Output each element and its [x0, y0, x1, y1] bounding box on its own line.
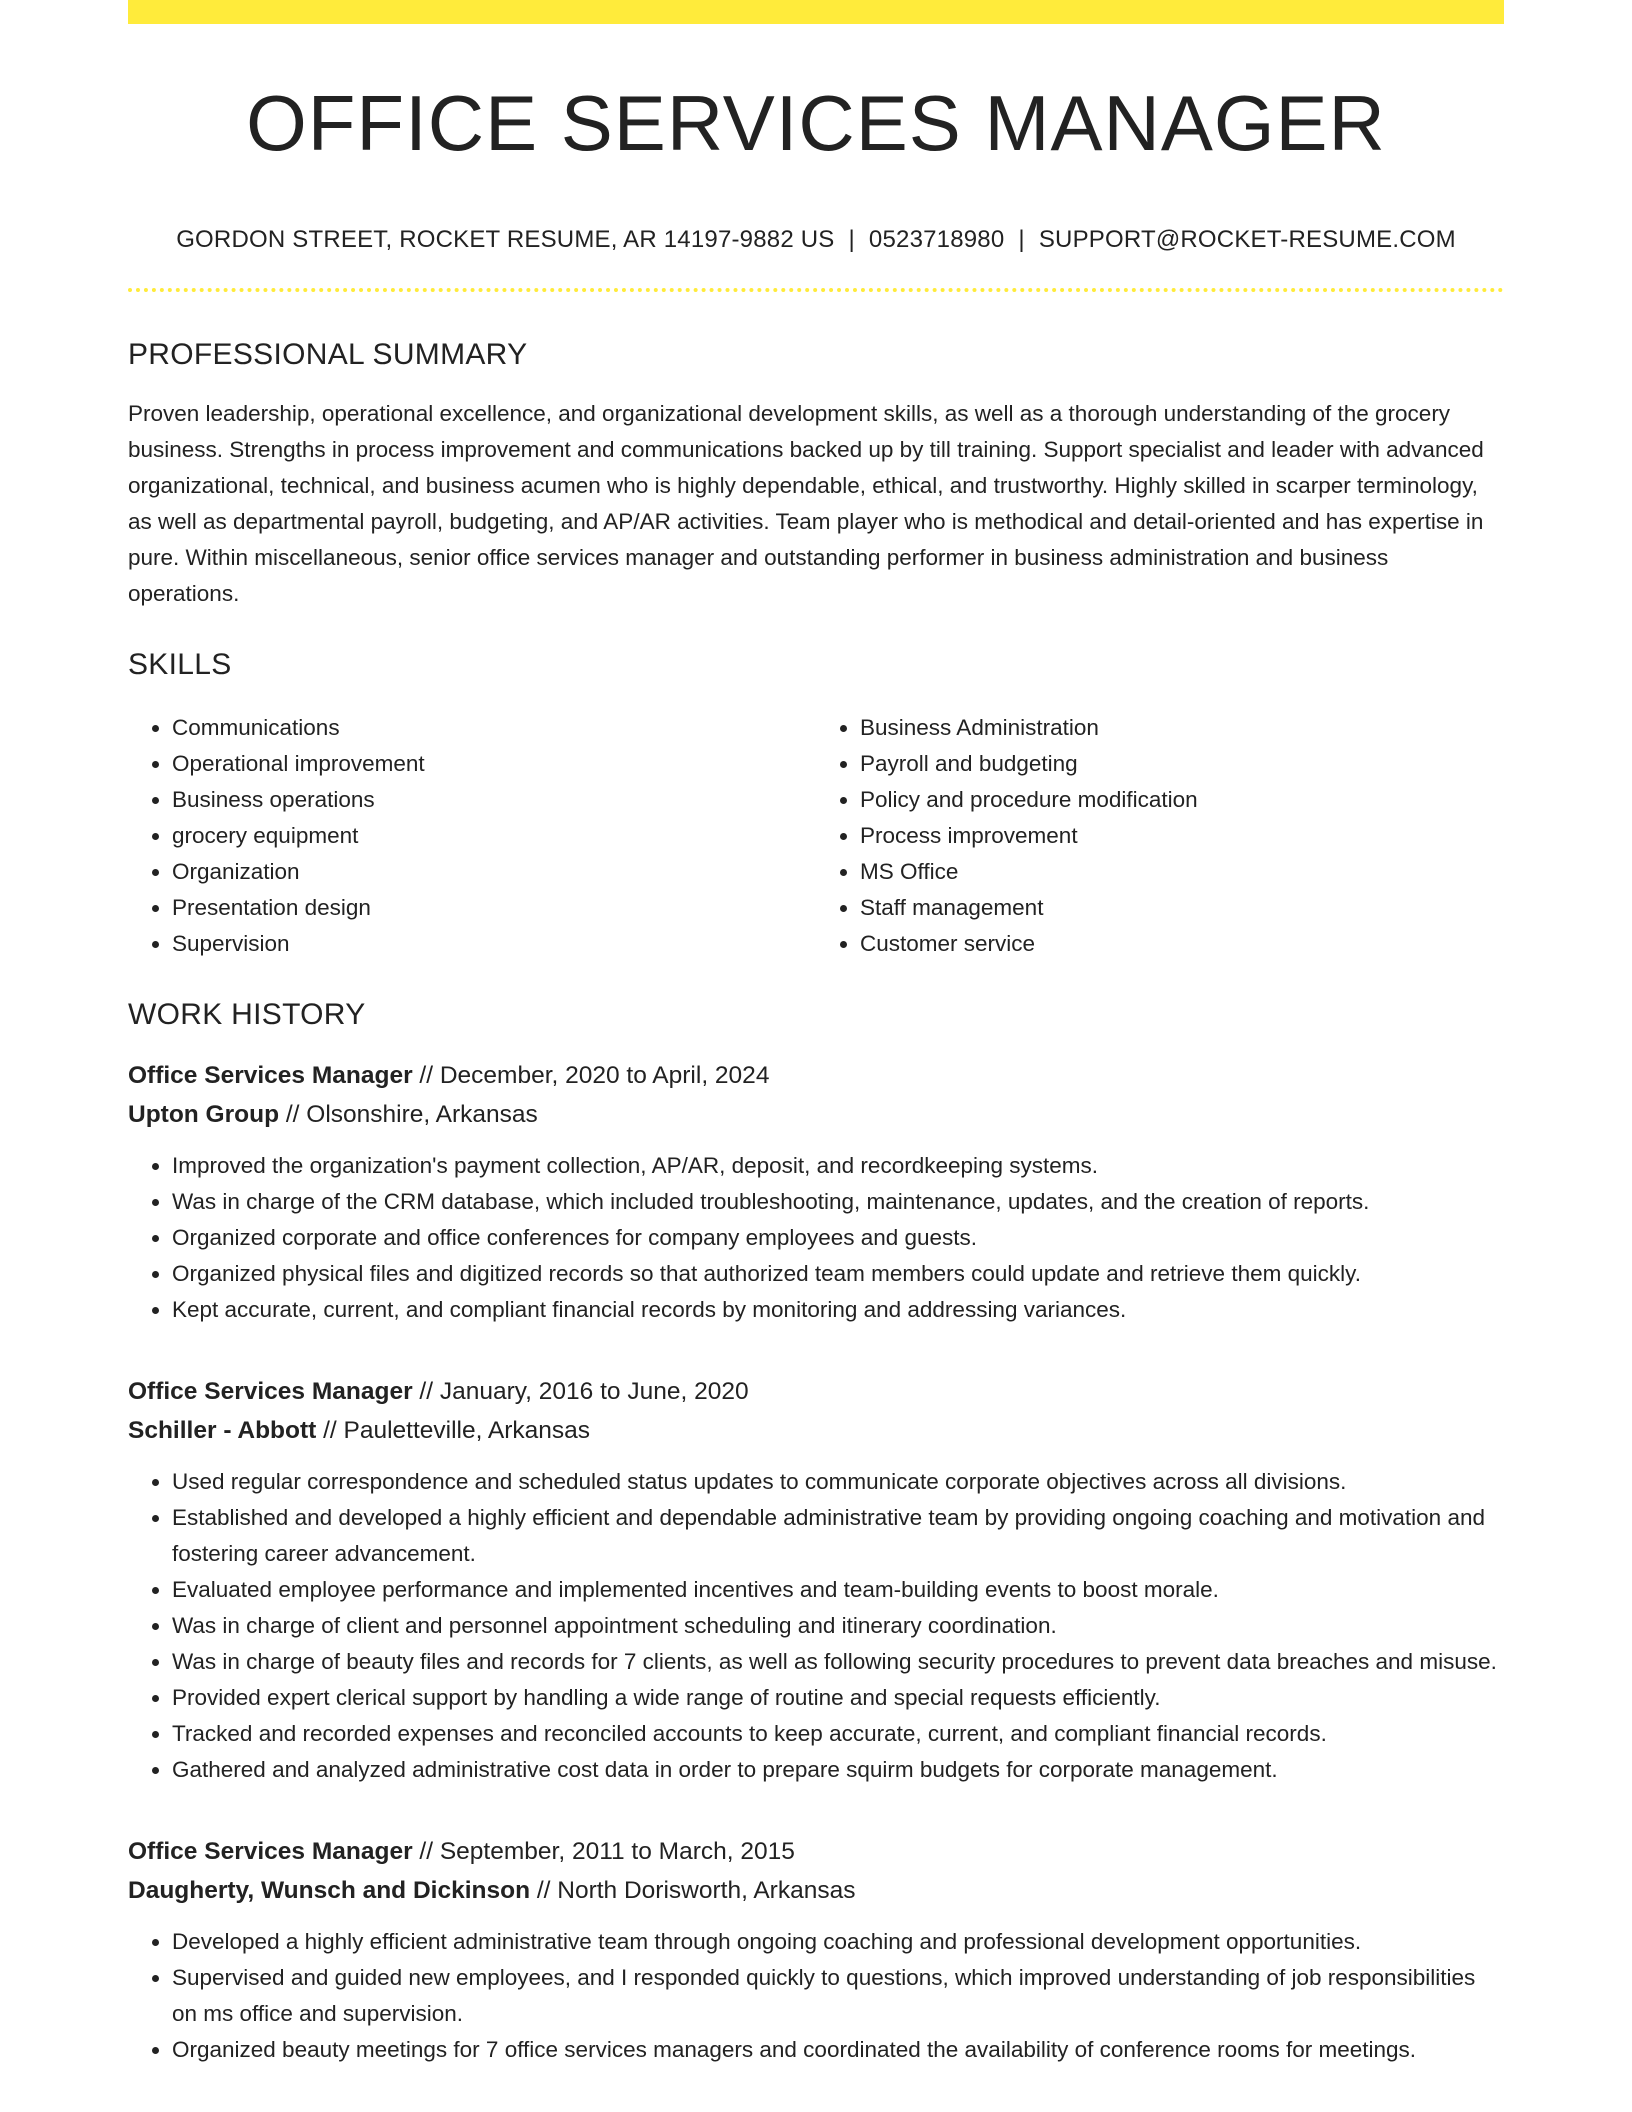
- job-location: // North Dorisworth, Arkansas: [530, 1877, 856, 1904]
- skill-item: • Presentation design: [172, 890, 816, 926]
- job-role: Office Services Manager: [128, 1062, 413, 1089]
- skill-item: • Communications: [172, 710, 816, 746]
- job-role-line: [128, 1372, 1504, 1411]
- contact-separator: |: [1018, 226, 1025, 253]
- skill-item: • Staff management: [860, 890, 1504, 926]
- job-bullet: • Organized beauty meetings for 7 office services managers and coordinated the availability of conference rooms for meetings.: [172, 2032, 1504, 2068]
- job-bullet: • Organized corporate and office conferences for company employees and guests.: [172, 1220, 1504, 1256]
- job-entry: [128, 1056, 1504, 1328]
- job-bullets: [128, 1148, 1504, 1328]
- top-accent-bar: [128, 0, 1504, 24]
- job-bullet: • Was in charge of the CRM database, which included troubleshooting, maintenance, updates, and the creation of reports.: [172, 1184, 1504, 1220]
- summary-text: Proven leadership, operational excellence, and organizational development skills, as well as a thorough understanding of the grocery business. Strengths in process improvement and communications backed up by till training. Support specialist and leader with advanced organizational, technical, and business acumen who is highly dependable, ethical, and trustworthy. Highly skilled in scarper terminology, as well as departmental payroll, budgeting, and AP/AR activities. Team player who is methodical and detail-oriented and has expertise in pure. Within miscellaneous, senior office services manager and outstanding performer in business administration and business operations.: [128, 401, 1484, 606]
- job-entry: [128, 1372, 1504, 1788]
- skill-item: • Supervision: [172, 926, 816, 962]
- job-bullet: • Used regular correspondence and scheduled status updates to communicate corporate objectives across all divisions.: [172, 1464, 1504, 1500]
- job-bullet: • Tracked and recorded expenses and reconciled accounts to keep accurate, current, and compliant financial records.: [172, 1716, 1504, 1752]
- skills-right-column: [816, 710, 1504, 962]
- dotted-divider: [128, 288, 1504, 292]
- job-company-line: [128, 1095, 1504, 1134]
- skill-item: • MS Office: [860, 854, 1504, 890]
- skill-item: • Process improvement: [860, 818, 1504, 854]
- contact-phone: 0523718980: [868, 226, 1005, 253]
- skill-item: • Operational improvement: [172, 746, 816, 782]
- skill-item: • Policy and procedure modification: [860, 782, 1504, 818]
- job-company-line: [128, 1871, 1504, 1910]
- summary-heading: PROFESSIONAL SUMMARY: [128, 338, 528, 371]
- skill-item: • Business operations: [172, 782, 816, 818]
- job-bullet: • Supervised and guided new employees, and I responded quickly to questions, which improved understanding of job responsibilities on ms office and supervision.: [172, 1960, 1504, 2032]
- job-bullet: • Gathered and analyzed administrative cost data in order to prepare squirm budgets for corporate management.: [172, 1752, 1504, 1788]
- job-bullets: [128, 1464, 1504, 1788]
- skill-item: • Customer service: [860, 926, 1504, 962]
- skills-columns: [128, 710, 1504, 962]
- contact-line: [128, 228, 1504, 252]
- work-history-heading: WORK HISTORY: [128, 998, 366, 1031]
- job-dates: // January, 2016 to June, 2020: [412, 1378, 749, 1405]
- job-bullet: • Was in charge of client and personnel appointment scheduling and itinerary coordination.: [172, 1608, 1504, 1644]
- job-company: Schiller - Abbott: [128, 1417, 317, 1444]
- job-bullets: [128, 1924, 1504, 2068]
- job-bullet: • Developed a highly efficient administrative team through ongoing coaching and professional development opportunities.: [172, 1924, 1504, 1960]
- job-location: // Olsonshire, Arkansas: [279, 1101, 538, 1128]
- resume-page: [128, 0, 1504, 2068]
- job-bullet: • Kept accurate, current, and compliant financial records by monitoring and addressing variances.: [172, 1292, 1504, 1328]
- skills-left-column: [128, 710, 816, 962]
- job-bullet: • Improved the organization's payment collection, AP/AR, deposit, and recordkeeping systems.: [172, 1148, 1504, 1184]
- job-company: Upton Group: [128, 1101, 280, 1128]
- contact-email[interactable]: SUPPORT@ROCKET-RESUME.COM: [1038, 226, 1456, 253]
- job-bullet: • Established and developed a highly efficient and dependable administrative team by providing ongoing coaching and motivation and fostering career advancement.: [172, 1500, 1504, 1572]
- resume-title: OFFICE SERVICES MANAGER: [246, 79, 1386, 167]
- job-bullet: • Was in charge of beauty files and records for 7 clients, as well as following security procedures to prevent data breaches and misuse.: [172, 1644, 1504, 1680]
- skill-item: • Business Administration: [860, 710, 1504, 746]
- job-company: Daugherty, Wunsch and Dickinson: [128, 1877, 531, 1904]
- job-role: Office Services Manager: [128, 1378, 413, 1405]
- job-dates: // September, 2011 to March, 2015: [412, 1838, 795, 1865]
- job-location: // Pauletteville, Arkansas: [316, 1417, 591, 1444]
- job-bullet: • Provided expert clerical support by handling a wide range of routine and special requests efficiently.: [172, 1680, 1504, 1716]
- job-role: Office Services Manager: [128, 1838, 413, 1865]
- job-company-line: [128, 1411, 1504, 1450]
- job-dates: // December, 2020 to April, 2024: [412, 1062, 770, 1089]
- skill-item: • Payroll and budgeting: [860, 746, 1504, 782]
- job-role-line: [128, 1832, 1504, 1871]
- job-role-line: [128, 1056, 1504, 1095]
- contact-address: GORDON STREET, ROCKET RESUME, AR 14197-9882 US: [176, 226, 835, 253]
- contact-separator: |: [848, 226, 855, 253]
- job-bullet: • Organized physical files and digitized records so that authorized team members could update and retrieve them quickly.: [172, 1256, 1504, 1292]
- skill-item: • grocery equipment: [172, 818, 816, 854]
- skill-item: • Organization: [172, 854, 816, 890]
- skills-heading: SKILLS: [128, 648, 232, 681]
- job-bullet: • Evaluated employee performance and implemented incentives and team-building events to boost morale.: [172, 1572, 1504, 1608]
- job-entry: [128, 1832, 1504, 2068]
- work-history-list: [128, 1056, 1504, 2068]
